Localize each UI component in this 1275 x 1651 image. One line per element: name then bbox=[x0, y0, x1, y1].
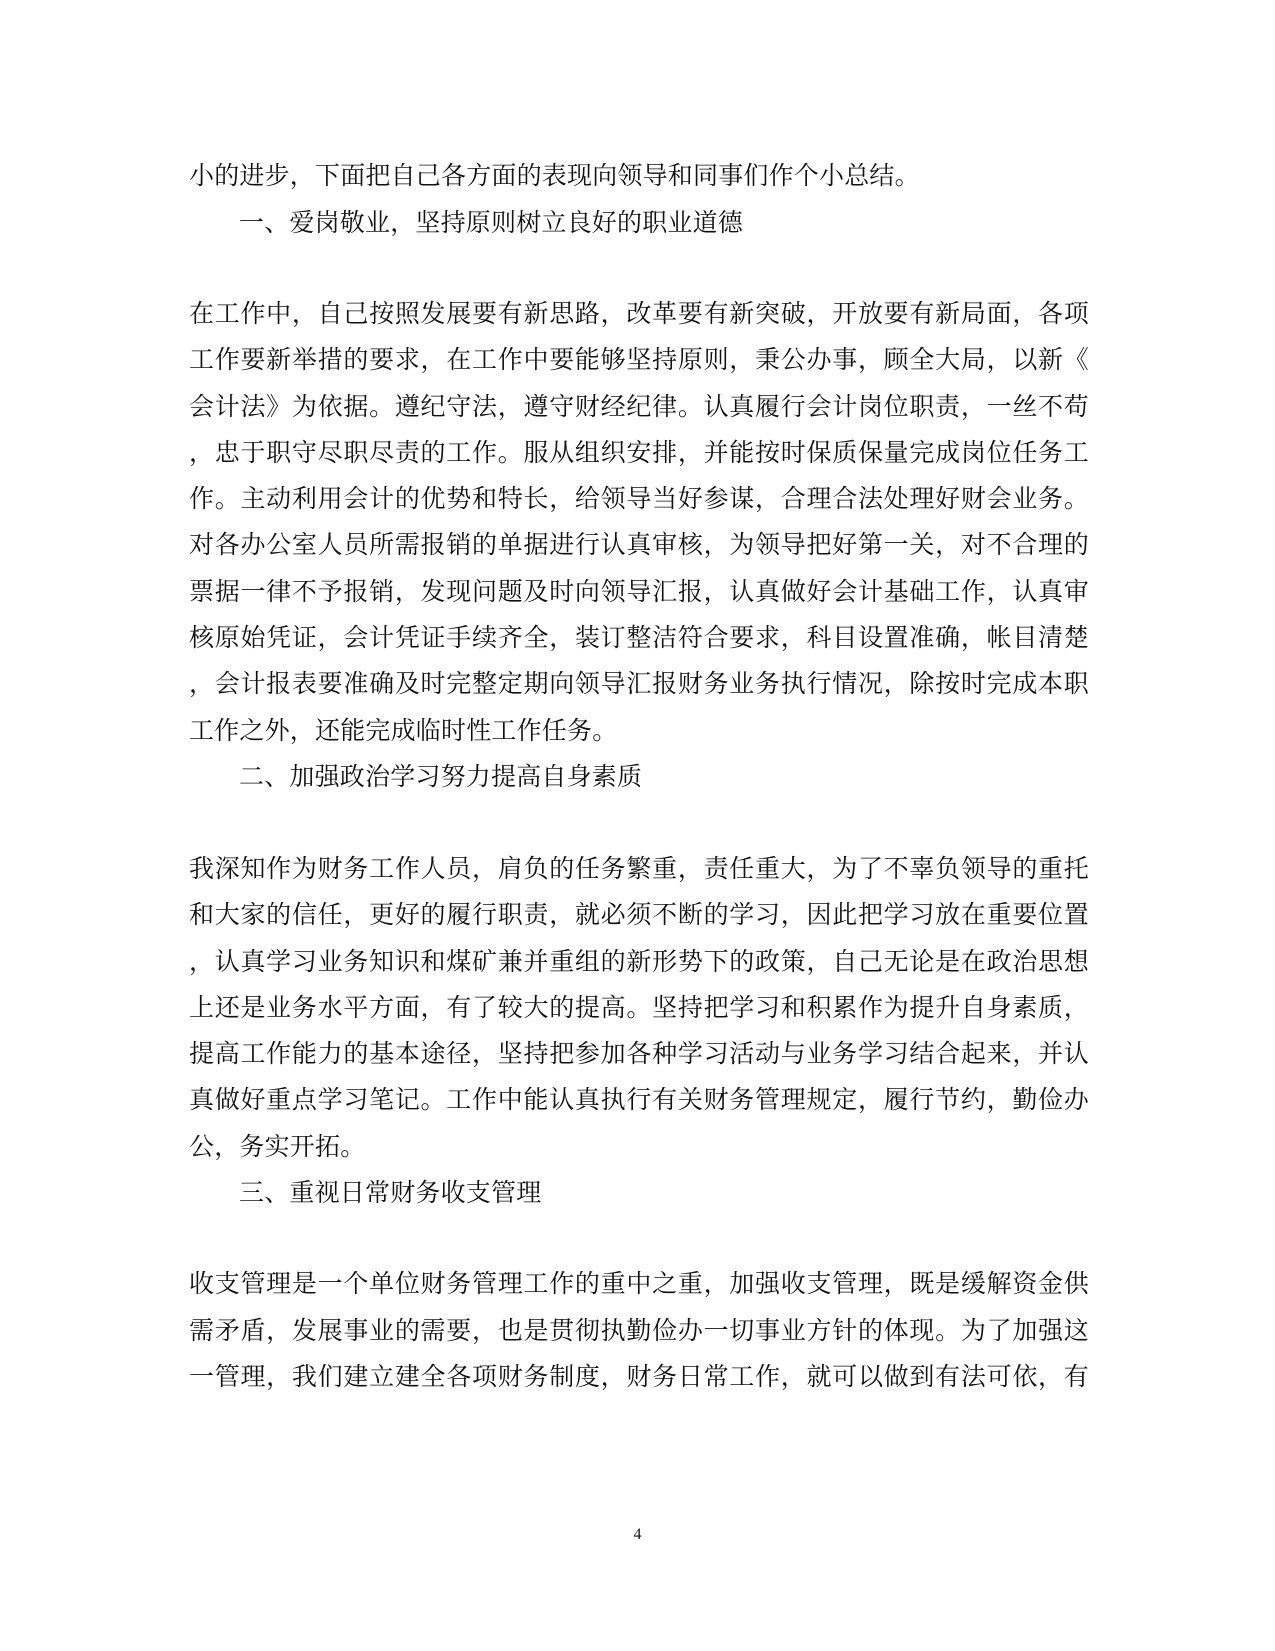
section-3-line: 收支管理是一个单位财务管理工作的重中之重，加强收支管理，既是缓解资金供 bbox=[189, 1269, 1089, 1298]
section-2-line: ，认真学习业务知识和煤矿兼并重组的新形势下的政策，自己无论是在政治思想 bbox=[189, 947, 1089, 976]
section-1-line: 工作要新举措的要求，在工作中要能够坚持原则，秉公办事，顾全大局，以新《 bbox=[189, 345, 1089, 374]
section-2-line: 上还是业务水平方面，有了较大的提高。坚持把学习和积累作为提升自身素质， bbox=[189, 993, 1089, 1022]
section-1-line: 对各办公室人员所需报销的单据进行认真审核，为领导把好第一关，对不合理的 bbox=[189, 530, 1089, 559]
section-2-heading: 二、加强政治学习努力提高自身素质 bbox=[239, 762, 643, 791]
section-1-line: ，会计报表要准确及时完整定期向领导汇报财务业务执行情况，除按时完成本职 bbox=[189, 669, 1089, 698]
section-1-line: 核原始凭证，会计凭证手续齐全，装订整洁符合要求，科目设置准确，帐目清楚 bbox=[189, 623, 1089, 652]
section-3-heading: 三、重视日常财务收支管理 bbox=[239, 1178, 542, 1207]
section-1-heading: 一、爱岗敬业，坚持原则树立良好的职业道德 bbox=[239, 208, 744, 237]
intro-line: 小的进步，下面把自己各方面的表现向领导和同事们作个小总结。 bbox=[189, 161, 920, 190]
section-1-line: 作。主动利用会计的优势和特长，给领导当好参谋，合理合法处理好财会业务。 bbox=[189, 484, 1089, 513]
section-1-line: 会计法》为依据。遵纪守法，遵守财经纪律。认真履行会计岗位职责，一丝不苟 bbox=[189, 392, 1089, 421]
section-1-line: 在工作中，自己按照发展要有新思路，改革要有新突破，开放要有新局面，各项 bbox=[189, 299, 1089, 328]
section-3-line: 需矛盾，发展事业的需要，也是贯彻执勤俭办一切事业方针的体现。为了加强这 bbox=[189, 1316, 1089, 1345]
section-1-line: 工作之外，还能完成临时性工作任务。 bbox=[189, 716, 618, 745]
section-2-line: 真做好重点学习笔记。工作中能认真执行有关财务管理规定，履行节约，勤俭办 bbox=[189, 1085, 1089, 1114]
section-1-line: 票据一律不予报销，发现问题及时向领导汇报，认真做好会计基础工作，认真审 bbox=[189, 577, 1089, 606]
section-2-line: 提高工作能力的基本途径，坚持把参加各种学习活动与业务学习结合起来，并认 bbox=[189, 1039, 1089, 1068]
section-2-line: 和大家的信任，更好的履行职责，就必须不断的学习，因此把学习放在重要位置 bbox=[189, 900, 1089, 929]
section-3-line: 一管理，我们建立建全各项财务制度，财务日常工作，就可以做到有法可依，有 bbox=[189, 1362, 1089, 1391]
section-2-line: 公，务实开拓。 bbox=[189, 1132, 366, 1161]
section-2-line: 我深知作为财务工作人员，肩负的任务繁重，责任重大，为了不辜负领导的重托 bbox=[189, 854, 1089, 883]
section-1-line: ，忠于职守尽职尽责的工作。服从组织安排，并能按时保质保量完成岗位任务工 bbox=[189, 438, 1089, 467]
page-number: 4 bbox=[633, 1526, 642, 1543]
